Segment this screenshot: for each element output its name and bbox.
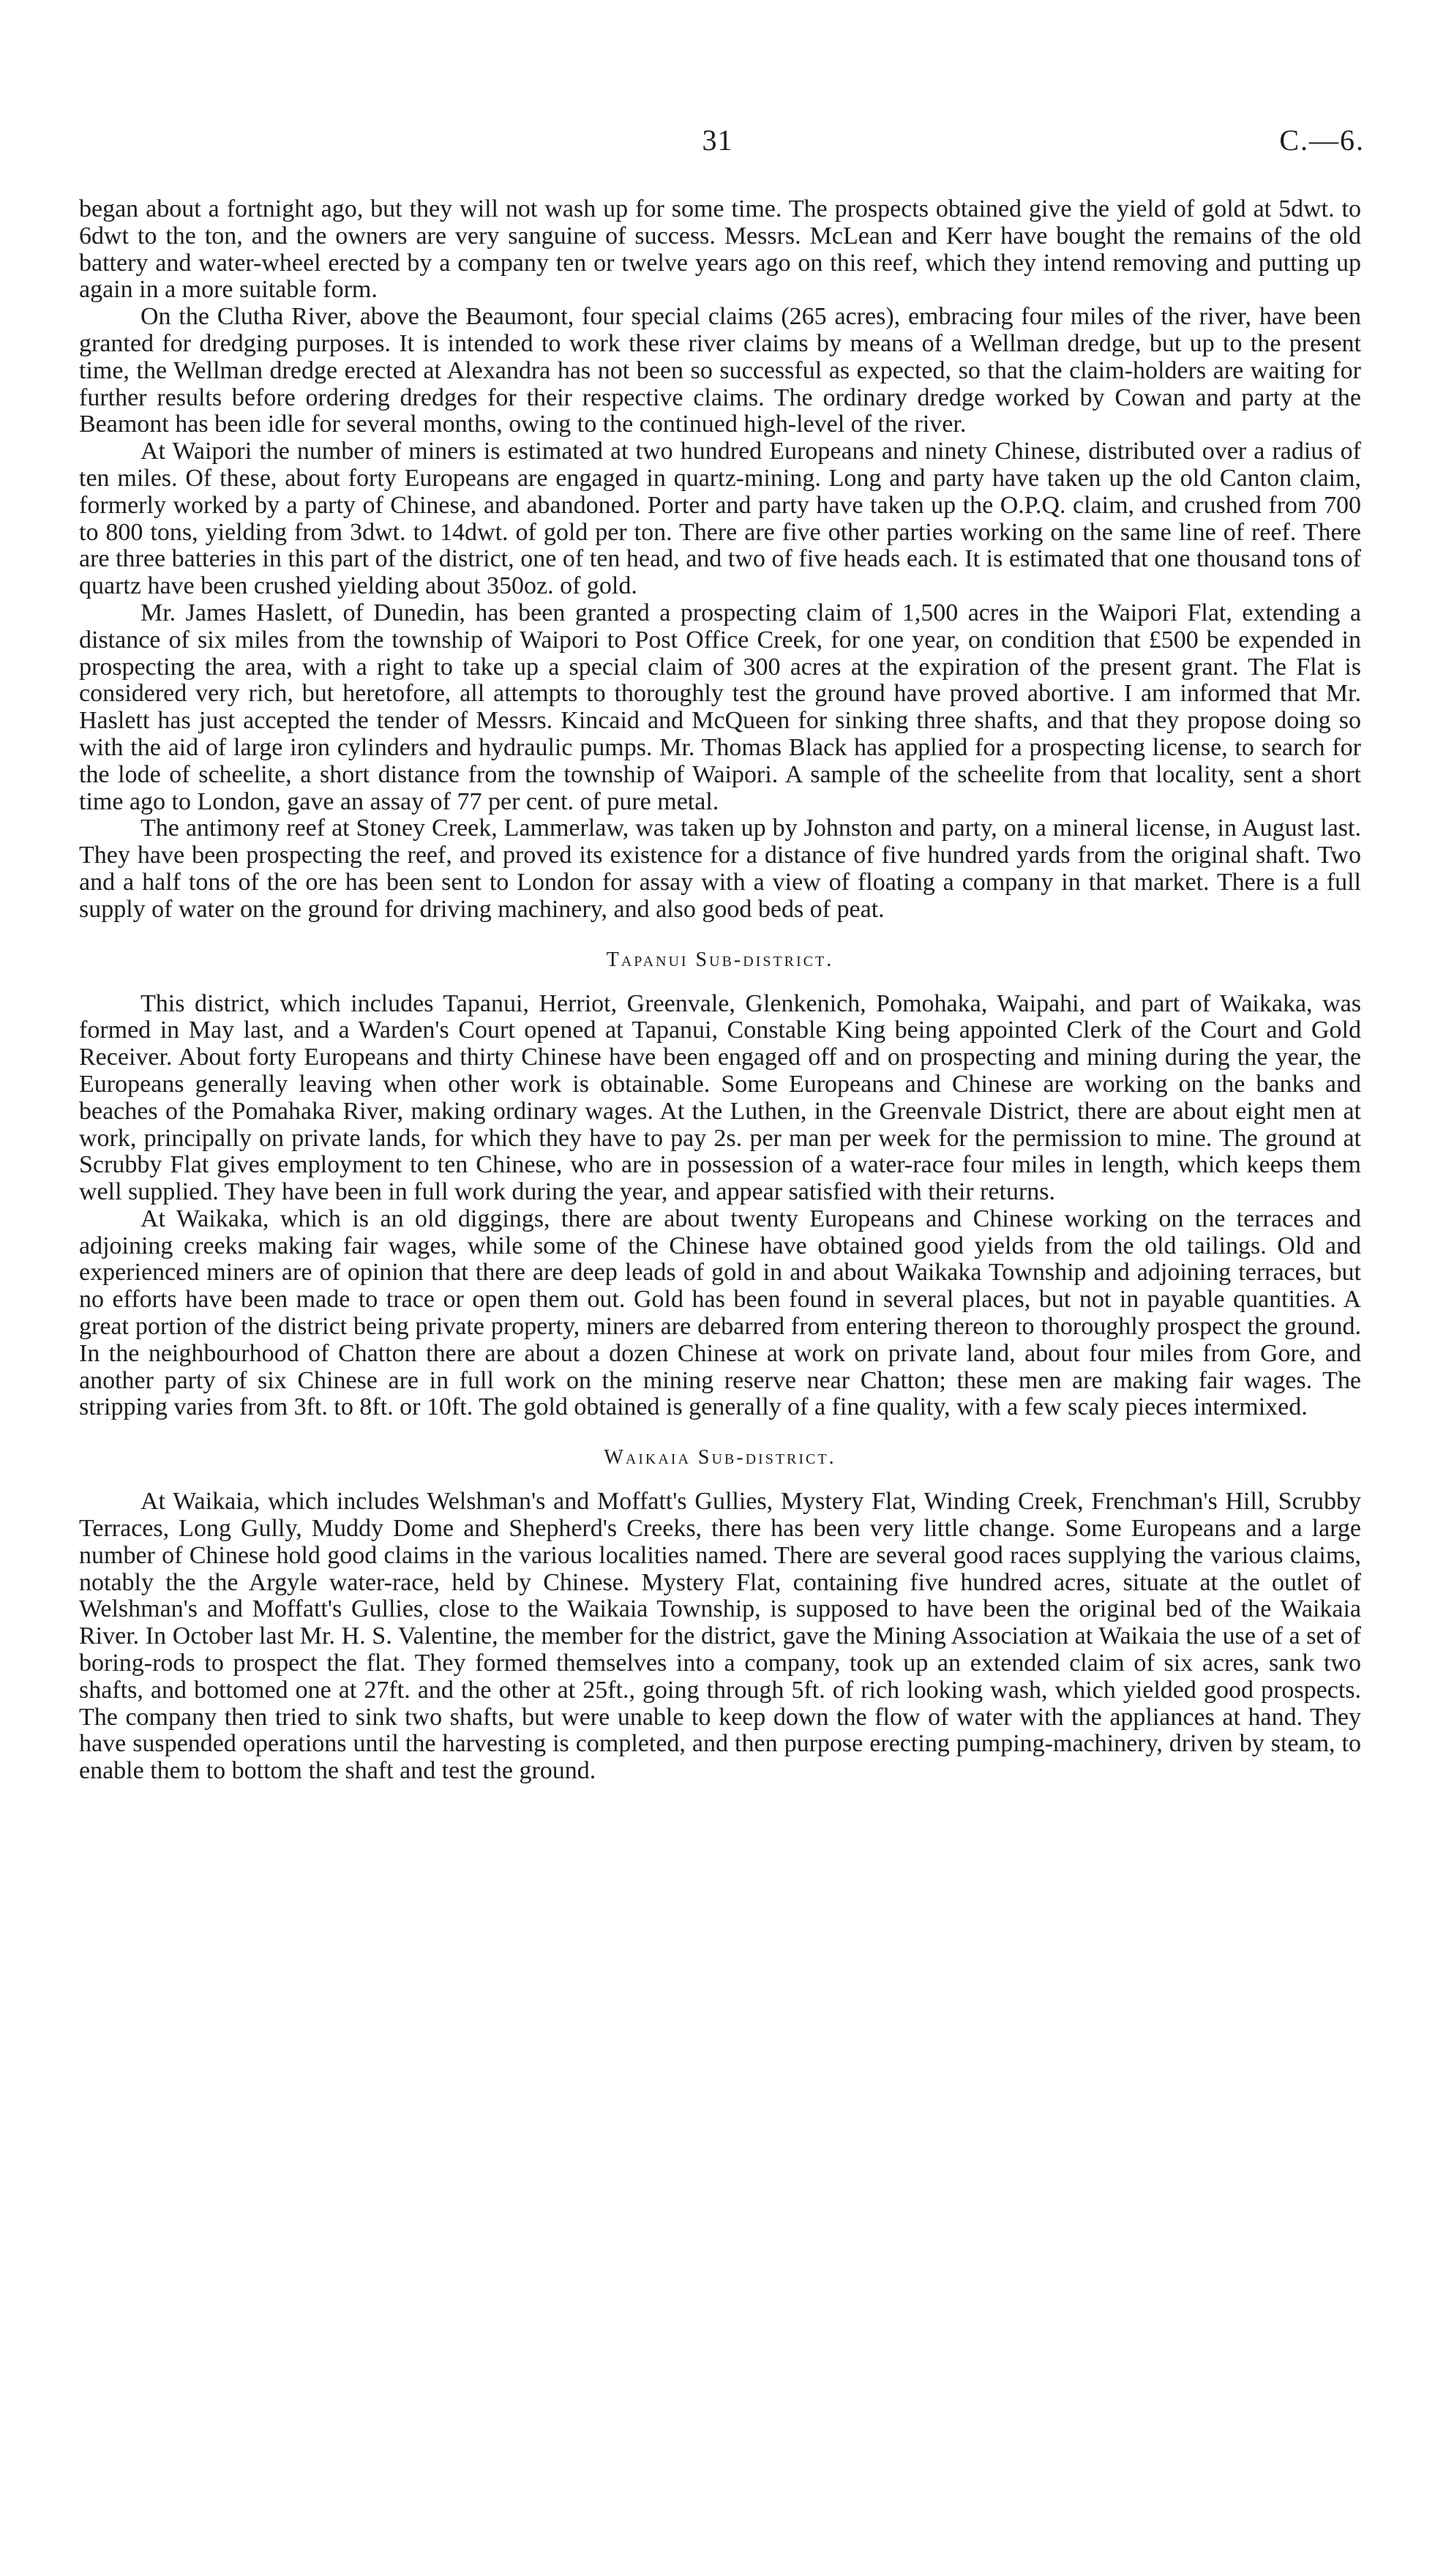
paragraph-antimony-reef: The antimony reef at Stoney Creek, Lammerlaw, was taken up by Johnston and party, on a mineral license, in August last. They have been prospecting the reef, and proved its existence for a distance of five hundred yards from the original shaft. Two and a half tons of the ore has been sent to London for assay with a view of floating a company in that market. There is a full supply of water on the ground for driving machinery, and also good beds of peat. — [79, 815, 1361, 923]
section-heading-waikaia: Waikaia Sub-district. — [604, 1446, 836, 1469]
page-header — [0, 123, 1435, 167]
report-code: C.—6. — [1279, 124, 1365, 157]
paragraph-battery-continuation: began about a fortnight ago, but they will not wash up for some time. The prospects obtained give the yield of gold at 5dwt. to 6dwt to the ton, and the owners are very sanguine of success. Messrs. McLean and Kerr have bought the remains of the old battery and water-wheel erected by a company ten or twelve years ago on this reef, which they intend removing and putting up again in a more suitable form. — [79, 195, 1361, 304]
paragraph-tapanui-district: This district, which includes Tapanui, Herriot, Greenvale, Glenkenich, Pomohaka, Waipahi, and part of Waikaka, was formed in May last, and a Warden's Court opened at Tapanui, Constable King being appointed Clerk of the Court and Gold Receiver. About forty Europeans and thirty Chinese have been engaged off and on prospecting and mining during the year, the Europeans generally leaving when other work is obtainable. Some Europeans and Chinese are working on the banks and beaches of the Pomahaka River, making ordinary wages. At the Luthen, in the Greenvale District, there are about eight men at work, principally on private lands, for which they have to pay 2s. per man per week for the permission to mine. The ground at Scrubby Flat gives employment to ten Chinese, who are in possession of a water-race four miles in length, which keeps them well supplied. They have been in full work during the year, and appear satisfied with their returns. — [79, 989, 1361, 1206]
paragraph-waikaka: At Waikaka, which is an old diggings, there are about twenty Europeans and Chinese working on the terraces and adjoining creeks making fair wages, while some of the Chinese have obtained good yields from the old tailings. Old and experienced miners are of opinion that there are deep leads of gold in and about Waikaka Township and adjoining terraces, but no efforts have been made to trace or open them out. Gold has been found in several places, but not in payable quantities. A great portion of the district being private property, miners are debarred from entering thereon to thoroughly prospect the ground. In the neighbourhood of Chatton there are about a dozen Chinese at work on private land, about four miles from Gore, and another party of six Chinese are in full work on the mining reserve near Chatton; these men are making fair wages. The stripping varies from 3ft. to 8ft. or 10ft. The gold obtained is generally of a fine quality, with a few scaly pieces intermixed. — [79, 1205, 1361, 1421]
paragraph-waipori-miners: At Waipori the number of miners is estimated at two hundred Europeans and ninety Chinese, distributed over a radius of ten miles. Of these, about forty Europeans are engaged in quartz-mining. Long and party have taken up the old Canton claim, formerly worked by a party of Chinese, and abandoned. Porter and party have taken up the O.P.Q. claim, and crushed from 700 to 800 tons, yielding from 3dwt. to 14dwt. of gold per ton. There are five other parties working on the same line of reef. There are three batteries in this part of the district, one of ten head, and two of five heads each. It is estimated that one thousand tons of quartz have been crushed yielding about 350oz. of gold. — [79, 438, 1361, 600]
paragraph-clutha-river: On the Clutha River, above the Beaumont, four special claims (265 acres), embracing four miles of the river, have been granted for dredging purposes. It is intended to work these river claims by means of a Wellman dredge, but up to the present time, the Wellman dredge erected at Alexandra has not been so successful as expected, so that the claim-holders are waiting for further results before ordering dredges for their respective claims. The ordinary dredge worked by Cowan and party at the Beamont has been idle for several months, owing to the continued high-level of the river. — [79, 303, 1361, 438]
paragraph-waikaia: At Waikaia, which includes Welshman's and Moffatt's Gullies, Mystery Flat, Winding Creek, Frenchman's Hill, Scrubby Terraces, Long Gully, Muddy Dome and Shepherd's Creeks, there has been very little change. Some Europeans and a large number of Chinese hold good claims in the various localities named. There are several good races supplying the various claims, notably the the Argyle water-race, held by Chinese. Mystery Flat, containing five hundred acres, situate at the outlet of Welshman's and Moffatt's Gullies, close to the Waikaia Township, is supposed to have been the original bed of the Waikaia River. In October last Mr. H. S. Valentine, the member for the district, gave the Mining Association at Waikaia the use of a set of boring-rods to prospect the flat. They formed themselves into a company, took up an extended claim of six acres, sank two shafts, and bottomed one at 27ft. and the other at 25ft., going through 5ft. of rich looking wash, which yielded good prospects. The company then tried to sink two shafts, but were unable to keep down the flow of water with the appliances at hand. They have suspended operations until the harvesting is completed, and then purpose erecting pumping-machinery, driven by steam, to enable them to bottom the shaft and test the ground. — [79, 1488, 1361, 1785]
body-text — [79, 196, 1361, 1785]
paragraph-haslett-claim: Mr. James Haslett, of Dunedin, has been granted a prospecting claim of 1,500 acres in the Waipori Flat, extending a distance of six miles from the township of Waipori to Post Office Creek, for one year, on condition that £500 be expended in prospecting the area, with a right to take up a special claim of 300 acres at the expiration of the present grant. The Flat is considered very rich, but heretofore, all attempts to thoroughly test the ground have proved abortive. I am informed that Mr. Haslett has just accepted the tender of Messrs. Kincaid and McQueen for sinking three shafts, and that they propose doing so with the aid of large iron cylinders and hydraulic pumps. Mr. Thomas Black has applied for a prospecting license, to search for the lode of scheelite, a short distance from the township of Waipori. A sample of the scheelite from that locality, sent a short time ago to London, gave an assay of 77 per cent. of pure metal. — [79, 599, 1361, 815]
section-heading-tapanui: Tapanui Sub-district. — [606, 948, 834, 971]
page-number: 31 — [702, 124, 733, 157]
